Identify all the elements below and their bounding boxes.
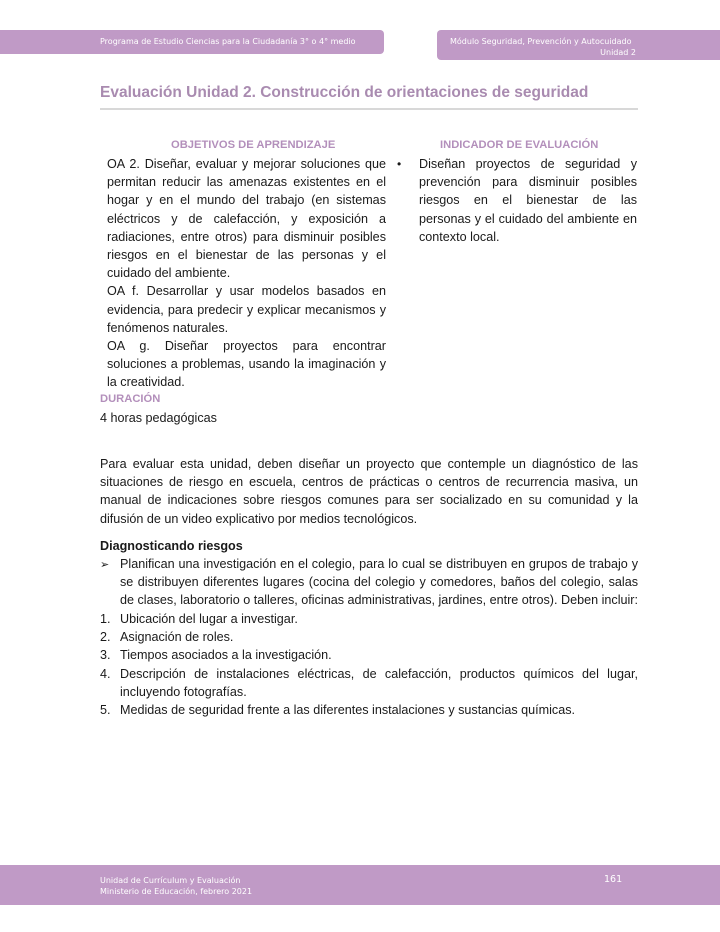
intro-paragraph: Para evaluar esta unidad, deben diseñar un proyecto que contemple un diagnóstico de las situaciones de riesgo en escuela, centros de prácticas o centros de recurrencia masiva, un manual de indicaciones sobre riesgos comunes para ser socializado en su comunidad y la difusión de un video explicativo por medios tecnológicos. (100, 457, 638, 526)
indicators-heading: INDICADOR DE EVALUACIÓN (440, 139, 599, 151)
list-text: Tiempos asociados a la investigación. (120, 648, 332, 663)
footer-bar (0, 865, 720, 905)
objective-item: OA f. Desarrollar y usar modelos basados en evidencia, para predecir y explicar mecanismos y fenómenos naturales. (107, 284, 386, 335)
diagnosis-heading: Diagnosticando riesgos (100, 539, 243, 553)
objective-item: OA 2. Diseñar, evaluar y mejorar soluciones que permitan reducir las amenazas existentes en el hogar y en el mundo del trabajo (en sistemas eléctricos y de calefacción, y exposición a radiaciones, entre otros) para disminuir posibles riesgos en el bienestar de las personas y el cuidado del ambiente. (107, 157, 386, 281)
list-item (100, 610, 638, 628)
objectives-list (107, 155, 386, 392)
indicator-item: Diseñan proyectos de seguridad y prevención para disminuir posibles riesgos en el bienestar de las personas y el cuidado del ambiente en contexto local. (419, 157, 637, 244)
diagnosis-numbered-list (100, 610, 638, 719)
indicators-list (397, 155, 637, 246)
diagnosis-arrow-item (100, 555, 638, 610)
list-item (100, 701, 638, 719)
list-number: 2. (100, 630, 111, 645)
list-number: 1. (100, 612, 111, 626)
list-number: 4. (100, 666, 111, 681)
list-text: Descripción de instalaciones eléctricas, de calefacción, productos químicos del lugar, incluyendo fotografías. (120, 666, 638, 699)
arrow-bullet-icon: ➢ (100, 559, 110, 571)
list-number: 3. (100, 648, 111, 663)
arrow-item-text: Planifican una investigación en el colegio, para lo cual se distribuyen en grupos de trabajo y se distribuyen diferentes lugares (cocina del colegio y comedores, baños del colegio, salas de clases, laboratorio o talleres, oficinas administrativas, jardines, entre otros). Deben incluir: (120, 557, 638, 608)
header-module-bar (437, 30, 720, 60)
footer-credits (100, 875, 252, 897)
header-program-bar (0, 30, 384, 54)
bullet-icon: • (397, 157, 402, 171)
list-item (100, 665, 638, 701)
header-module-text: Módulo Seguridad, Prevención y Autocuidado (450, 37, 632, 46)
header-program-text: Programa de Estudio Ciencias para la Ciudadanía 3° o 4° medio (100, 37, 356, 46)
list-text: Medidas de seguridad frente a las diferentes instalaciones y sustancias químicas. (120, 703, 576, 718)
list-number: 5. (100, 703, 111, 718)
objective-item: OA g. Diseñar proyectos para encontrar soluciones a problemas, usando la imaginación y la creatividad. (107, 339, 386, 390)
list-text: Asignación de roles. (120, 630, 234, 645)
objectives-heading: OBJETIVOS DE APRENDIZAJE (171, 139, 336, 151)
page-number: 161 (604, 874, 623, 885)
list-text: Ubicación del lugar a investigar. (120, 612, 298, 626)
list-item (100, 646, 638, 664)
list-item (100, 628, 638, 646)
header-unit-text: Unidad 2 (600, 48, 636, 57)
footer-unit: Unidad de Currículum y Evaluación (100, 876, 241, 885)
duration-label: DURACIÓN (100, 393, 161, 405)
footer-ministry: Ministerio de Educación, febrero 2021 (100, 887, 253, 896)
duration-value: 4 horas pedagógicas (100, 411, 217, 425)
page-title: Evaluación Unidad 2. Construcción de orientaciones de seguridad (100, 84, 638, 110)
